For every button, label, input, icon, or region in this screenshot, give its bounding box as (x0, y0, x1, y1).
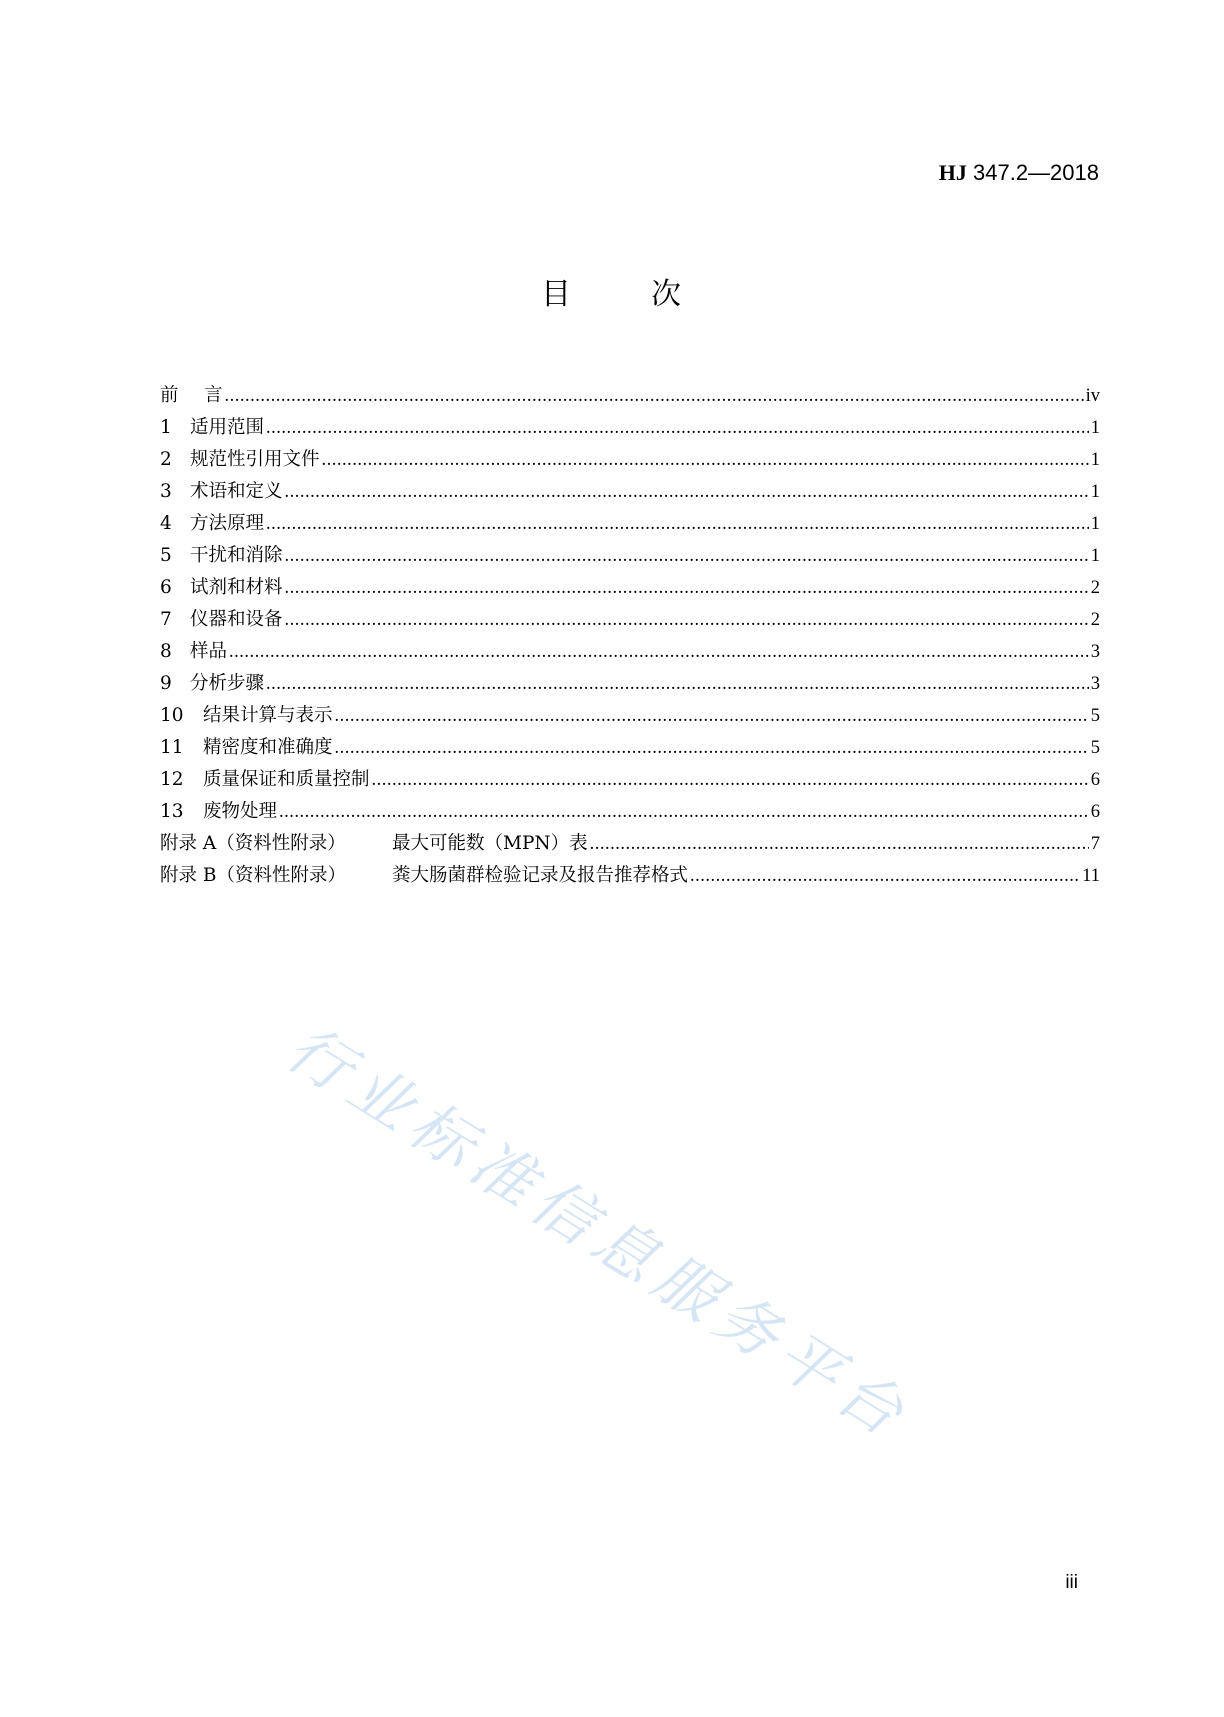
toc-leader-dots (285, 540, 1089, 572)
toc-entry-appendix-a[interactable] (160, 828, 1100, 860)
toc-entry-label: 规范性引用文件 (190, 449, 320, 470)
toc-entry-label: 最大可能数（MPN）表 (392, 833, 588, 854)
toc-leader-dots (590, 828, 1089, 860)
toc-entry-number: 前 (160, 385, 179, 406)
toc-leader-dots (372, 764, 1089, 796)
toc-entry-number: 12 (160, 769, 184, 790)
toc-entry-page: 5 (1090, 706, 1100, 726)
toc-entry-number: 3 (160, 481, 172, 502)
toc-entry-9[interactable] (160, 668, 1100, 700)
toc-leader-dots (285, 572, 1089, 604)
toc-entry-label: 方法原理 (190, 513, 265, 534)
page-number: iii (1065, 1572, 1078, 1593)
toc-entry-label: 言 (204, 385, 223, 406)
toc-entry-2[interactable] (160, 444, 1100, 476)
toc-entry-number: 6 (160, 577, 172, 598)
toc-leader-dots (225, 380, 1084, 412)
toc-entry-number: 9 (160, 673, 172, 694)
toc-entry-label: 质量保证和质量控制 (203, 769, 370, 790)
toc-entry-page: 2 (1090, 610, 1100, 630)
toc-entry-page: 11 (1082, 866, 1100, 886)
toc-entry-3[interactable] (160, 476, 1100, 508)
toc-entry-page: 2 (1090, 578, 1100, 598)
toc-entry-page: 1 (1090, 514, 1100, 534)
toc-entry-7[interactable] (160, 604, 1100, 636)
toc-entry-number: 8 (160, 641, 172, 662)
toc-leader-dots (335, 700, 1089, 732)
toc-entry-page: 3 (1090, 642, 1100, 662)
toc-entry-number: 7 (160, 609, 172, 630)
standard-code-prefix: HJ (938, 160, 967, 185)
toc-leader-dots (285, 476, 1089, 508)
toc-entry-1[interactable] (160, 412, 1100, 444)
toc-entry-label: 废物处理 (203, 801, 278, 822)
toc-entry-page: 6 (1090, 770, 1100, 790)
toc-entry-4[interactable] (160, 508, 1100, 540)
toc-entry-label: 适用范围 (190, 417, 265, 438)
toc-entry-5[interactable] (160, 540, 1100, 572)
toc-entry-label: 粪大肠菌群检验记录及报告推荐格式 (392, 865, 689, 886)
table-of-contents (160, 380, 1100, 892)
toc-entry-page: 1 (1090, 450, 1100, 470)
toc-entry-page: 5 (1090, 738, 1100, 758)
toc-entry-number: 13 (160, 801, 184, 822)
toc-entry-number: 4 (160, 513, 172, 534)
toc-entry-10[interactable] (160, 700, 1100, 732)
toc-entry-label: 结果计算与表示 (203, 705, 333, 726)
toc-entry-label: 干扰和消除 (190, 545, 283, 566)
toc-entry-number: 1 (160, 417, 172, 438)
toc-entry-label: 试剂和材料 (190, 577, 283, 598)
toc-entry-number: 附录 B（资料性附录） (160, 865, 346, 886)
toc-leader-dots (690, 860, 1080, 892)
standard-code (939, 162, 1099, 184)
toc-entry-number: 附录 A（资料性附录） (160, 833, 346, 854)
toc-entry-page: 6 (1090, 802, 1100, 822)
toc-entry-appendix-b[interactable] (160, 860, 1100, 892)
toc-entry-label: 仪器和设备 (190, 609, 283, 630)
toc-entry-page: 1 (1090, 482, 1100, 502)
toc-entry-page: 1 (1090, 546, 1100, 566)
page-title-char-2: 次 (651, 277, 683, 312)
toc-entry-page: 1 (1090, 418, 1100, 438)
toc-entry-foreword[interactable] (160, 380, 1100, 412)
toc-leader-dots (266, 508, 1089, 540)
toc-entry-11[interactable] (160, 732, 1100, 764)
toc-entry-label: 分析步骤 (190, 673, 265, 694)
toc-leader-dots (335, 732, 1089, 764)
toc-entry-12[interactable] (160, 764, 1100, 796)
toc-leader-dots (266, 412, 1089, 444)
toc-entry-number: 5 (160, 545, 172, 566)
toc-entry-label: 精密度和准确度 (203, 737, 333, 758)
toc-entry-label: 样品 (190, 641, 228, 662)
toc-entry-label: 术语和定义 (190, 481, 283, 502)
watermark: 行业标准信息服务平台 (274, 1011, 924, 1455)
toc-entry-number: 10 (160, 705, 184, 726)
toc-entry-13[interactable] (160, 796, 1100, 828)
standard-code-number: 347.2—2018 (966, 160, 1099, 185)
toc-leader-dots (285, 604, 1089, 636)
toc-leader-dots (322, 444, 1089, 476)
toc-entry-page: 7 (1090, 834, 1100, 854)
toc-entry-page: iv (1085, 386, 1100, 406)
toc-leader-dots (279, 796, 1089, 828)
toc-entry-number: 2 (160, 449, 172, 470)
toc-leader-dots (266, 668, 1089, 700)
toc-leader-dots (229, 636, 1089, 668)
toc-entry-page: 3 (1090, 674, 1100, 694)
toc-entry-6[interactable] (160, 572, 1100, 604)
page-title (0, 277, 1224, 312)
toc-entry-number: 11 (160, 737, 184, 758)
page-title-char-1: 目 (541, 277, 573, 312)
toc-entry-8[interactable] (160, 636, 1100, 668)
